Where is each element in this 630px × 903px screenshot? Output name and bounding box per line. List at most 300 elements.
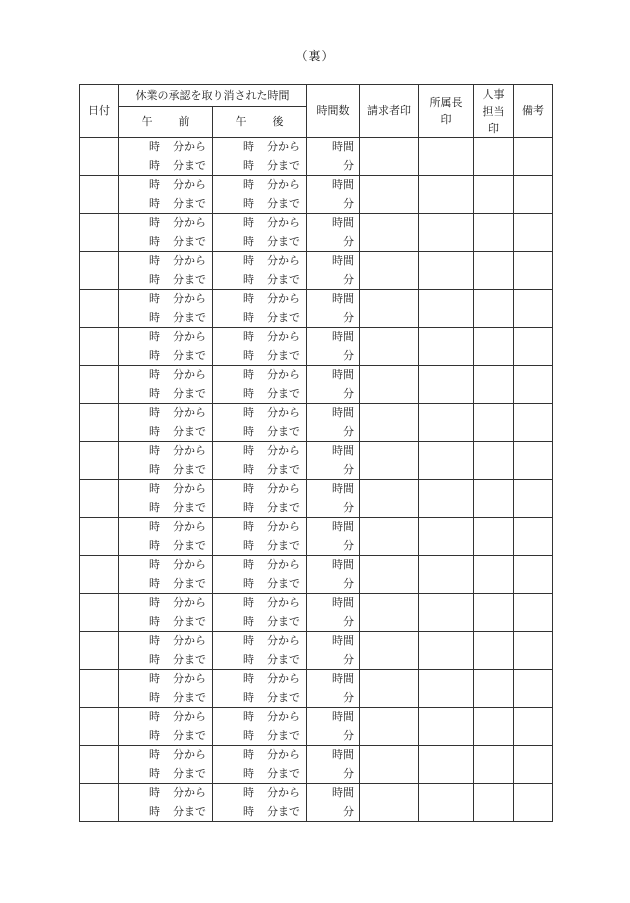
requester-seal-cell[interactable] (360, 366, 419, 404)
requester-seal-cell[interactable] (360, 556, 419, 594)
pm-start-hour-label: 時 (243, 406, 254, 419)
pm-start-minute-label: 分から (267, 786, 300, 799)
remarks-cell[interactable] (514, 252, 553, 290)
am-start-hour-label: 時 (149, 558, 160, 571)
pm-time-cell[interactable] (213, 708, 307, 746)
requester-seal-cell[interactable] (360, 594, 419, 632)
pm-end-hour-label: 時 (243, 500, 254, 514)
pm-start-hour-label: 時 (243, 216, 254, 229)
remarks-cell[interactable] (514, 518, 553, 556)
remarks-cell[interactable] (514, 442, 553, 480)
hours-unit-label: 時間 (332, 444, 354, 457)
hours-cell[interactable] (307, 176, 360, 214)
date-cell[interactable] (80, 252, 119, 290)
am-start-hour-label: 時 (149, 406, 160, 419)
minutes-unit-label: 分 (343, 614, 354, 628)
table-row (80, 366, 553, 404)
header-pm (213, 107, 307, 138)
minutes-unit-label: 分 (343, 196, 354, 210)
date-cell[interactable] (80, 214, 119, 252)
pm-end-hour-label: 時 (243, 424, 254, 438)
am-start-minute-label: 分から (173, 406, 206, 419)
pm-end-hour-label: 時 (243, 386, 254, 400)
pm-start-hour-label: 時 (243, 330, 254, 343)
am-time-cell[interactable] (119, 290, 213, 328)
am-end-hour-label: 時 (149, 196, 160, 210)
table-row (80, 670, 553, 708)
requester-seal-cell[interactable] (360, 784, 419, 822)
am-start-hour-label: 時 (149, 748, 160, 761)
pm-start-minute-label: 分から (267, 368, 300, 381)
pm-start-minute-label: 分から (267, 292, 300, 305)
requester-seal-cell[interactable] (360, 138, 419, 176)
dept-head-label: 所属長 (429, 96, 463, 109)
hours-unit-label: 時間 (332, 634, 354, 647)
date-cell[interactable] (80, 670, 119, 708)
hours-cell[interactable] (307, 138, 360, 176)
am-end-minute-label: 分まで (173, 576, 206, 590)
hr-seal-cell[interactable] (474, 328, 514, 366)
hr-seal-cell[interactable] (474, 290, 514, 328)
pm-end-minute-label: 分まで (267, 500, 300, 514)
table-row (80, 214, 553, 252)
dept-head-seal-cell[interactable] (419, 518, 474, 556)
pm-start-hour-label: 時 (243, 292, 254, 305)
hr-seal-cell[interactable] (474, 176, 514, 214)
remarks-cell[interactable] (514, 404, 553, 442)
hours-unit-label: 時間 (332, 748, 354, 761)
minutes-unit-label: 分 (343, 348, 354, 362)
hr-seal-cell[interactable] (474, 594, 514, 632)
minutes-unit-label: 分 (343, 424, 354, 438)
am-end-hour-label: 時 (149, 424, 160, 438)
am-char-2: 前 (178, 115, 190, 128)
pm-start-hour-label: 時 (243, 178, 254, 191)
am-time-cell[interactable] (119, 632, 213, 670)
dept-head-seal-cell[interactable] (419, 214, 474, 252)
date-cell[interactable] (80, 556, 119, 594)
pm-start-minute-label: 分から (267, 596, 300, 609)
pm-start-minute-label: 分から (267, 140, 300, 153)
am-time-cell[interactable] (119, 214, 213, 252)
pm-end-hour-label: 時 (243, 614, 254, 628)
am-time-cell[interactable] (119, 328, 213, 366)
am-start-hour-label: 時 (149, 482, 160, 495)
hours-cell[interactable] (307, 252, 360, 290)
hr-seal-cell[interactable] (474, 746, 514, 784)
hr-seal-cell[interactable] (474, 632, 514, 670)
remarks-cell[interactable] (514, 594, 553, 632)
dept-head-seal-cell[interactable] (419, 632, 474, 670)
am-start-hour-label: 時 (149, 140, 160, 153)
pm-start-minute-label: 分から (267, 178, 300, 191)
pm-time-cell[interactable] (213, 366, 307, 404)
header-date: 日付 (80, 85, 119, 138)
remarks-cell[interactable] (514, 138, 553, 176)
pm-end-hour-label: 時 (243, 538, 254, 552)
dept-head-seal-cell[interactable] (419, 594, 474, 632)
pm-time-cell[interactable] (213, 442, 307, 480)
dept-head-seal-cell[interactable] (419, 366, 474, 404)
date-cell[interactable] (80, 290, 119, 328)
pm-end-minute-label: 分まで (267, 424, 300, 438)
am-end-hour-label: 時 (149, 272, 160, 286)
am-start-hour-label: 時 (149, 786, 160, 799)
pm-end-hour-label: 時 (243, 652, 254, 666)
hours-cell[interactable] (307, 632, 360, 670)
hr-label-1: 人事 (482, 87, 505, 101)
table-row (80, 442, 553, 480)
am-end-hour-label: 時 (149, 158, 160, 172)
remarks-cell[interactable] (514, 746, 553, 784)
am-time-cell[interactable] (119, 594, 213, 632)
am-start-hour-label: 時 (149, 216, 160, 229)
header-cancelled-time: 休業の承認を取り消された時間 (119, 85, 307, 107)
am-time-cell[interactable] (119, 252, 213, 290)
pm-start-minute-label: 分から (267, 558, 300, 571)
hr-seal-cell[interactable] (474, 214, 514, 252)
hours-unit-label: 時間 (332, 292, 354, 305)
table-row (80, 328, 553, 366)
remarks-cell[interactable] (514, 670, 553, 708)
pm-end-hour-label: 時 (243, 728, 254, 742)
pm-time-cell[interactable] (213, 518, 307, 556)
hr-seal-cell[interactable] (474, 138, 514, 176)
remarks-cell[interactable] (514, 708, 553, 746)
hours-cell[interactable] (307, 746, 360, 784)
pm-end-minute-label: 分まで (267, 766, 300, 780)
hours-unit-label: 時間 (332, 596, 354, 609)
date-cell[interactable] (80, 442, 119, 480)
requester-seal-cell[interactable] (360, 328, 419, 366)
am-end-hour-label: 時 (149, 766, 160, 780)
pm-end-minute-label: 分まで (267, 614, 300, 628)
requester-seal-cell[interactable] (360, 404, 419, 442)
hours-cell[interactable] (307, 328, 360, 366)
date-cell[interactable] (80, 784, 119, 822)
pm-end-minute-label: 分まで (267, 234, 300, 248)
header-am (119, 107, 213, 138)
hours-cell[interactable] (307, 556, 360, 594)
am-time-cell[interactable] (119, 518, 213, 556)
requester-seal-cell[interactable] (360, 632, 419, 670)
am-time-cell[interactable] (119, 404, 213, 442)
pm-end-hour-label: 時 (243, 804, 254, 818)
remarks-cell[interactable] (514, 328, 553, 366)
table-row (80, 784, 553, 822)
am-time-cell[interactable] (119, 480, 213, 518)
am-end-minute-label: 分まで (173, 234, 206, 248)
am-time-cell[interactable] (119, 784, 213, 822)
remarks-cell[interactable] (514, 176, 553, 214)
pm-end-minute-label: 分まで (267, 386, 300, 400)
header-hr-seal (474, 85, 514, 138)
date-cell[interactable] (80, 708, 119, 746)
dept-head-seal-cell[interactable] (419, 328, 474, 366)
pm-time-cell[interactable] (213, 138, 307, 176)
requester-seal-cell[interactable] (360, 746, 419, 784)
hr-label-2: 担当 (482, 104, 505, 118)
am-start-minute-label: 分から (173, 634, 206, 647)
am-start-minute-label: 分から (173, 748, 206, 761)
am-time-cell[interactable] (119, 708, 213, 746)
am-time-cell[interactable] (119, 556, 213, 594)
leave-cancellation-table (79, 84, 553, 822)
requester-seal-cell[interactable] (360, 290, 419, 328)
pm-start-minute-label: 分から (267, 444, 300, 457)
pm-time-cell[interactable] (213, 214, 307, 252)
remarks-cell[interactable] (514, 480, 553, 518)
requester-seal-cell[interactable] (360, 176, 419, 214)
dept-head-seal-cell[interactable] (419, 746, 474, 784)
hours-unit-label: 時間 (332, 140, 354, 153)
hr-seal-cell[interactable] (474, 518, 514, 556)
table-row (80, 746, 553, 784)
date-cell[interactable] (80, 518, 119, 556)
requester-seal-cell[interactable] (360, 214, 419, 252)
am-end-minute-label: 分まで (173, 728, 206, 742)
pm-start-hour-label: 時 (243, 520, 254, 533)
am-end-hour-label: 時 (149, 614, 160, 628)
minutes-unit-label: 分 (343, 386, 354, 400)
hours-unit-label: 時間 (332, 710, 354, 723)
pm-time-cell[interactable] (213, 670, 307, 708)
am-start-minute-label: 分から (173, 444, 206, 457)
am-time-cell[interactable] (119, 670, 213, 708)
dept-head-seal-cell[interactable] (419, 252, 474, 290)
am-end-minute-label: 分まで (173, 766, 206, 780)
hr-seal-cell[interactable] (474, 366, 514, 404)
date-cell[interactable] (80, 176, 119, 214)
pm-start-hour-label: 時 (243, 254, 254, 267)
pm-time-cell[interactable] (213, 480, 307, 518)
date-cell[interactable] (80, 404, 119, 442)
dept-head-seal-cell[interactable] (419, 442, 474, 480)
table-row (80, 176, 553, 214)
pm-start-minute-label: 分から (267, 672, 300, 685)
pm-end-hour-label: 時 (243, 690, 254, 704)
am-char-1: 午 (141, 115, 153, 128)
table-row (80, 708, 553, 746)
pm-end-minute-label: 分まで (267, 538, 300, 552)
minutes-unit-label: 分 (343, 576, 354, 590)
pm-start-hour-label: 時 (243, 368, 254, 381)
pm-start-minute-label: 分から (267, 482, 300, 495)
am-start-minute-label: 分から (173, 330, 206, 343)
hours-unit-label: 時間 (332, 482, 354, 495)
minutes-unit-label: 分 (343, 804, 354, 818)
am-start-hour-label: 時 (149, 672, 160, 685)
am-end-minute-label: 分まで (173, 538, 206, 552)
pm-end-hour-label: 時 (243, 766, 254, 780)
hr-seal-cell[interactable] (474, 442, 514, 480)
am-time-cell[interactable] (119, 176, 213, 214)
pm-time-cell[interactable] (213, 784, 307, 822)
hours-cell[interactable] (307, 442, 360, 480)
hr-seal-cell[interactable] (474, 784, 514, 822)
hours-cell[interactable] (307, 784, 360, 822)
remarks-cell[interactable] (514, 290, 553, 328)
date-cell[interactable] (80, 594, 119, 632)
requester-seal-cell[interactable] (360, 480, 419, 518)
am-start-minute-label: 分から (173, 558, 206, 571)
am-end-minute-label: 分まで (173, 690, 206, 704)
am-end-minute-label: 分まで (173, 196, 206, 210)
dept-head-seal-cell[interactable] (419, 176, 474, 214)
remarks-cell[interactable] (514, 214, 553, 252)
am-end-minute-label: 分まで (173, 424, 206, 438)
am-start-hour-label: 時 (149, 292, 160, 305)
table-body (80, 138, 553, 822)
requester-seal-cell[interactable] (360, 670, 419, 708)
am-time-cell[interactable] (119, 366, 213, 404)
table-row (80, 138, 553, 176)
pm-start-minute-label: 分から (267, 520, 300, 533)
table-row (80, 480, 553, 518)
pm-time-cell[interactable] (213, 252, 307, 290)
pm-time-cell[interactable] (213, 176, 307, 214)
am-start-minute-label: 分から (173, 216, 206, 229)
am-start-minute-label: 分から (173, 368, 206, 381)
hours-unit-label: 時間 (332, 368, 354, 381)
pm-start-hour-label: 時 (243, 748, 254, 761)
am-end-minute-label: 分まで (173, 462, 206, 476)
dept-head-seal-cell[interactable] (419, 708, 474, 746)
am-end-hour-label: 時 (149, 348, 160, 362)
table-row (80, 252, 553, 290)
minutes-unit-label: 分 (343, 500, 354, 514)
pm-start-minute-label: 分から (267, 748, 300, 761)
table-row (80, 594, 553, 632)
pm-start-minute-label: 分から (267, 710, 300, 723)
pm-end-minute-label: 分まで (267, 690, 300, 704)
am-end-hour-label: 時 (149, 500, 160, 514)
am-end-minute-label: 分まで (173, 348, 206, 362)
table-row (80, 518, 553, 556)
header-hours: 時間数 (307, 85, 360, 138)
pm-end-hour-label: 時 (243, 196, 254, 210)
am-start-minute-label: 分から (173, 178, 206, 191)
hours-cell[interactable] (307, 404, 360, 442)
pm-end-hour-label: 時 (243, 462, 254, 476)
dept-head-seal-cell[interactable] (419, 480, 474, 518)
dept-head-seal-cell[interactable] (419, 556, 474, 594)
table-row (80, 404, 553, 442)
am-time-cell[interactable] (119, 746, 213, 784)
hours-unit-label: 時間 (332, 330, 354, 343)
pm-char-1: 午 (235, 115, 247, 128)
hours-cell[interactable] (307, 594, 360, 632)
hours-unit-label: 時間 (332, 672, 354, 685)
hours-unit-label: 時間 (332, 178, 354, 191)
pm-start-hour-label: 時 (243, 634, 254, 647)
pm-time-cell[interactable] (213, 556, 307, 594)
hours-cell[interactable] (307, 290, 360, 328)
pm-end-minute-label: 分まで (267, 576, 300, 590)
pm-time-cell[interactable] (213, 404, 307, 442)
am-end-hour-label: 時 (149, 234, 160, 248)
pm-time-cell[interactable] (213, 290, 307, 328)
dept-head-seal-cell[interactable] (419, 290, 474, 328)
hr-seal-cell[interactable] (474, 708, 514, 746)
am-start-minute-label: 分から (173, 672, 206, 685)
header-dept-head-seal (419, 85, 474, 138)
pm-end-hour-label: 時 (243, 158, 254, 172)
hours-cell[interactable] (307, 480, 360, 518)
remarks-cell[interactable] (514, 632, 553, 670)
dept-head-seal-label: 印 (440, 113, 452, 126)
am-start-hour-label: 時 (149, 596, 160, 609)
date-cell[interactable] (80, 328, 119, 366)
hr-seal-cell[interactable] (474, 670, 514, 708)
hours-cell[interactable] (307, 214, 360, 252)
dept-head-seal-cell[interactable] (419, 404, 474, 442)
pm-time-cell[interactable] (213, 746, 307, 784)
date-cell[interactable] (80, 138, 119, 176)
am-start-hour-label: 時 (149, 710, 160, 723)
pm-end-minute-label: 分まで (267, 652, 300, 666)
date-cell[interactable] (80, 632, 119, 670)
am-end-hour-label: 時 (149, 728, 160, 742)
hours-unit-label: 時間 (332, 406, 354, 419)
dept-head-seal-cell[interactable] (419, 138, 474, 176)
am-time-cell[interactable] (119, 442, 213, 480)
page-side-label: （裏） (295, 49, 335, 63)
header-requester-seal: 請求者印 (360, 85, 419, 138)
pm-start-hour-label: 時 (243, 786, 254, 799)
pm-end-minute-label: 分まで (267, 310, 300, 324)
am-time-cell[interactable] (119, 138, 213, 176)
requester-seal-cell[interactable] (360, 708, 419, 746)
date-cell[interactable] (80, 746, 119, 784)
pm-time-cell[interactable] (213, 328, 307, 366)
am-end-minute-label: 分まで (173, 158, 206, 172)
hours-cell[interactable] (307, 366, 360, 404)
requester-seal-cell[interactable] (360, 252, 419, 290)
hr-seal-cell[interactable] (474, 404, 514, 442)
remarks-cell[interactable] (514, 556, 553, 594)
am-start-hour-label: 時 (149, 178, 160, 191)
date-cell[interactable] (80, 366, 119, 404)
am-end-hour-label: 時 (149, 690, 160, 704)
dept-head-seal-cell[interactable] (419, 784, 474, 822)
dept-head-seal-cell[interactable] (419, 670, 474, 708)
hr-seal-cell[interactable] (474, 480, 514, 518)
hr-seal-cell[interactable] (474, 252, 514, 290)
hr-seal-cell[interactable] (474, 556, 514, 594)
requester-seal-cell[interactable] (360, 442, 419, 480)
pm-char-2: 後 (272, 115, 284, 128)
am-start-minute-label: 分から (173, 292, 206, 305)
am-start-minute-label: 分から (173, 596, 206, 609)
pm-time-cell[interactable] (213, 632, 307, 670)
requester-seal-cell[interactable] (360, 518, 419, 556)
hours-cell[interactable] (307, 518, 360, 556)
am-end-minute-label: 分まで (173, 804, 206, 818)
hours-cell[interactable] (307, 708, 360, 746)
pm-end-hour-label: 時 (243, 310, 254, 324)
minutes-unit-label: 分 (343, 310, 354, 324)
table-row (80, 632, 553, 670)
remarks-cell[interactable] (514, 366, 553, 404)
hours-unit-label: 時間 (332, 216, 354, 229)
date-cell[interactable] (80, 480, 119, 518)
pm-time-cell[interactable] (213, 594, 307, 632)
hours-cell[interactable] (307, 670, 360, 708)
am-end-minute-label: 分まで (173, 310, 206, 324)
remarks-cell[interactable] (514, 784, 553, 822)
pm-end-hour-label: 時 (243, 576, 254, 590)
